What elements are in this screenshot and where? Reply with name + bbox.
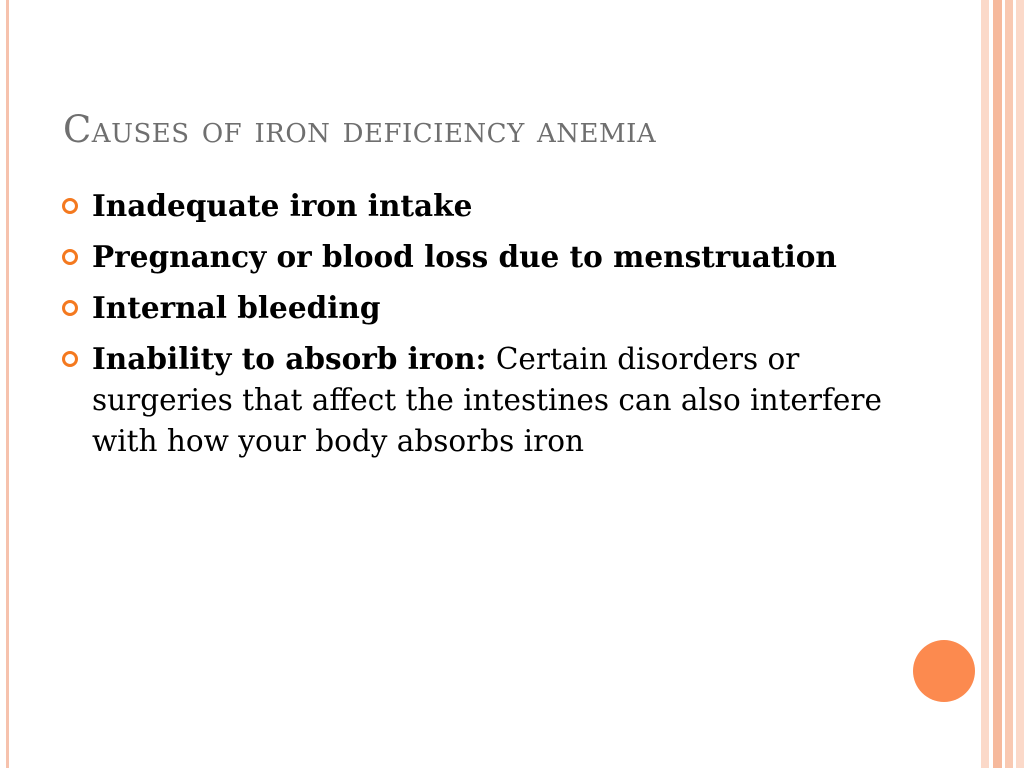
stripe-5	[1005, 0, 1013, 768]
right-decorative-stripes	[981, 0, 1024, 768]
bullet-circle-icon	[62, 249, 78, 265]
stripe-7	[1016, 0, 1024, 768]
bullet-list	[60, 185, 900, 471]
orange-circle-decoration	[913, 640, 975, 702]
bullet-item	[60, 185, 900, 227]
stripe-1	[981, 0, 989, 768]
bullet-term: Inability to absorb iron:	[92, 341, 487, 376]
bullet-circle-icon	[62, 198, 78, 214]
bullet-item	[60, 236, 900, 278]
stripe-3	[993, 0, 1002, 768]
bullet-circle-icon	[62, 351, 78, 367]
bullet-term: Pregnancy or blood loss due to menstruation	[92, 239, 837, 274]
bullet-term: Internal bleeding	[92, 290, 381, 325]
bullet-item	[60, 287, 900, 329]
bullet-detail: Certain disorders or surgeries that affect the intestines can also interfere with how your body absorbs iron	[92, 342, 882, 458]
bullet-item	[60, 338, 900, 462]
slide-title: Causes of iron deficiency anemia	[63, 108, 657, 151]
bullet-term: Inadequate iron intake	[92, 188, 473, 223]
bullet-circle-icon	[62, 300, 78, 316]
